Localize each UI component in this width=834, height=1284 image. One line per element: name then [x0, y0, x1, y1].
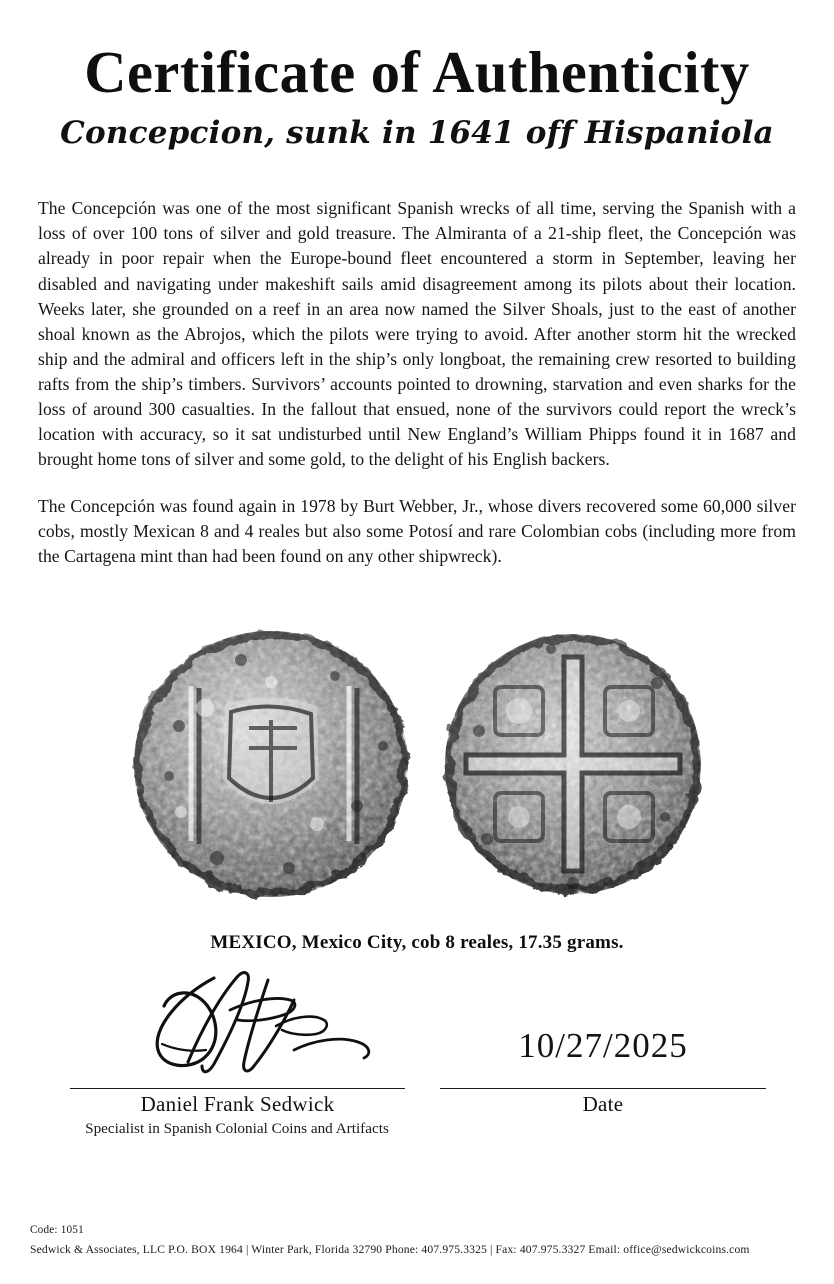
- coin-reverse-cross-image: [433, 621, 713, 906]
- page-title: Certificate of Authenticity: [84, 39, 750, 105]
- body-paragraph-2: The Concepción was found again in 1978 by Burt Webber, Jr., whose divers recovered some 60,000 silver cobs, mostly Mexican 8 and 4 reales but also some Potosí and rare Colombian cobs (including more from the Cartagena mint than had been found on any other shipwreck).: [38, 496, 796, 567]
- date-label: Date: [582, 1091, 624, 1116]
- signature-labels: [0, 1092, 834, 1152]
- signer-role: Specialist in Spanish Colonial Coins and Artifacts: [85, 1119, 389, 1137]
- certificate-header: [0, 0, 834, 150]
- date-rule: [440, 1088, 766, 1089]
- certificate-body: [38, 196, 796, 569]
- signer-name: Daniel Frank Sedwick: [140, 1091, 335, 1116]
- signature-area: [0, 968, 834, 1137]
- certificate-code: Code: 1051: [30, 1224, 84, 1236]
- signature-rule: [70, 1088, 405, 1089]
- coin-images: [0, 614, 834, 914]
- handwritten-signature: [118, 966, 418, 1089]
- coin-obverse-shield-image: [121, 616, 421, 911]
- signature-svg: [118, 966, 418, 1084]
- certificate-subtitle: Concepcion, sunk in 1641 off Hispaniola: [60, 115, 774, 152]
- coin-caption: MEXICO, Mexico City, cob 8 reales, 17.35 grams.: [210, 931, 624, 953]
- coin-reverse-svg: [433, 621, 713, 906]
- company-contact-line: Sedwick & Associates, LLC P.O. BOX 1964 | Winter Park, Florida 32790 Phone: 407.975.3325 | Fax: 407.975.3327 Email: office@sedwickcoins.com: [30, 1243, 750, 1256]
- page-footer: [30, 1224, 810, 1256]
- body-paragraph-1: The Concepción was one of the most significant Spanish wrecks of all time, serving the Spanish with a loss of over 100 tons of silver and gold treasure. The Almiranta of a 21-ship fleet, the Concepción was already in poor repair when the Europe-bound fleet encountered a storm in September, leaving her disabled and navigating under makeshift sails amid disagreement among its pilots about their location. Weeks later, she grounded on a reef in an area now named the Silver Shoals, just to the east of another shoal known as the Abrojos, which the pilots were trying to avoid. After another storm hit the wrecked ship and the admiral and officers left in the ship’s only longboat, the remaining crew resorted to building rafts from the ship’s timbers. Survivors’ accounts pointed to drowning, starvation and even sharks for the loss of around 300 casualties. In the fallout that ensued, none of the survivors could report the wreck’s location with accuracy, so it sat undisturbed until New England’s William Phipps found it in 1687 and brought home tons of silver and some gold, to the delight of his English backers.: [38, 198, 796, 470]
- coin-obverse-svg: [121, 616, 421, 911]
- date-value: 10/27/2025: [518, 1025, 688, 1065]
